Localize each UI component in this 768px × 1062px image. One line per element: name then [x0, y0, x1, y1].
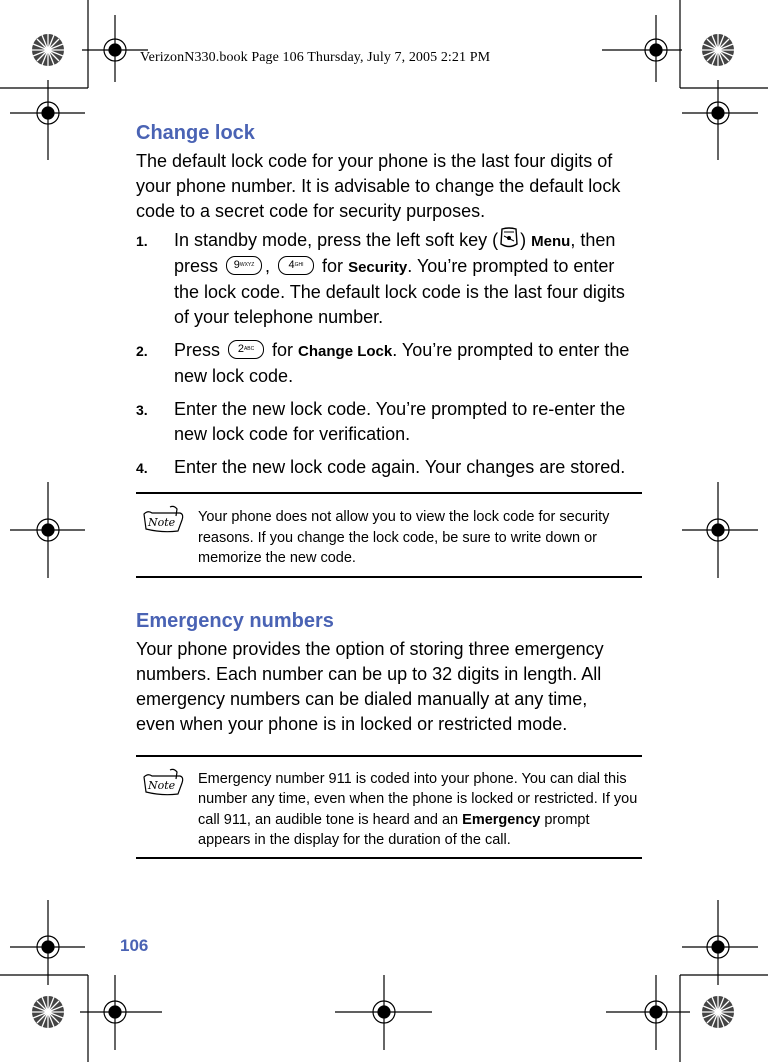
crosshair-mark — [10, 80, 85, 160]
list-item: 1. In standby mode, press the left soft key ( ) Menu, then press $9^{WXYZ}$ , $4^{GHI}$ for Security. You’re prompted to enter the lock code. The default lock code is the last four digits of your telephone number. — [136, 228, 644, 330]
starburst-mark — [702, 996, 734, 1028]
starburst-mark — [702, 34, 734, 66]
section-heading-change-lock: Change lock — [136, 122, 255, 144]
emergency-label: Emergency — [462, 811, 541, 828]
crosshair-mark — [602, 15, 682, 82]
print-header-line: VerizonN330.book Page 106 Thursday, July 7, 2005 2:21 PM — [140, 50, 491, 65]
crosshair-mark — [682, 900, 758, 985]
left-soft-key-icon — [499, 227, 519, 249]
note-text: Emergency number 911 is coded into your phone. You can dial this number any time, even when the phone is locked or restricted. If you call 911, an audible tone is heard and an Emergency prompt appears in the display for the duration of the call. — [198, 770, 638, 848]
crosshair-mark — [682, 80, 758, 160]
note-icon — [140, 767, 186, 797]
menu-label: Menu — [531, 233, 571, 250]
key-9-icon: $9^{WXYZ}$ — [226, 256, 262, 275]
step-number: 1. — [136, 233, 148, 249]
section-heading-emergency-numbers: Emergency numbers — [136, 609, 334, 632]
list-item: 2. Press $2^{ABC}$ for Change Lock. You’re prompted to enter the new lock code. — [136, 340, 630, 386]
page-content — [136, 119, 646, 859]
step-number: 3. — [136, 402, 148, 418]
change-lock-intro: The default lock code for your phone is the last four digits of your phone number. It is advisable to change the default lock code to a secret code for security purposes. — [136, 151, 621, 221]
crosshair-mark — [335, 975, 432, 1050]
crosshair-mark — [682, 482, 758, 578]
note-lock-code — [136, 492, 642, 578]
change-lock-steps — [136, 228, 646, 480]
list-item: 4. Enter the new lock code again. Your changes are stored. — [136, 455, 654, 480]
emergency-numbers-intro: Your phone provides the option of storing three emergency numbers. Each number can be up to 32 digits in length. All emergency numbers can be dialed manually at any time, even when your phone is in locked or restricted mode. — [136, 638, 604, 734]
crosshair-mark — [10, 900, 85, 985]
note-text: Your phone does not allow you to view the lock code for security reasons. If you change the lock code, be sure to write down or memorize the new code. — [198, 509, 610, 566]
note-emergency-911 — [136, 755, 642, 859]
list-item: 3. Enter the new lock code. You’re prompted to re-enter the new lock code for verification. — [136, 399, 626, 444]
step-number: 2. — [136, 343, 148, 359]
step-number: 4. — [136, 460, 148, 476]
key-2-icon: $2^{ABC}$ — [228, 340, 264, 359]
crosshair-mark — [80, 975, 162, 1050]
note-icon — [140, 504, 186, 534]
crosshair-mark — [10, 482, 85, 578]
key-4-icon: $4^{GHI}$ — [278, 256, 314, 275]
crosshair-mark — [82, 15, 148, 82]
starburst-mark — [32, 996, 64, 1028]
page-number: 106 — [120, 936, 149, 955]
change-lock-label: Change Lock — [298, 343, 393, 360]
svg-text:Note: Note — [148, 516, 176, 529]
starburst-mark — [32, 34, 64, 66]
svg-text:Note: Note — [148, 778, 176, 792]
crosshair-mark — [606, 975, 690, 1050]
security-label: Security — [348, 259, 408, 276]
